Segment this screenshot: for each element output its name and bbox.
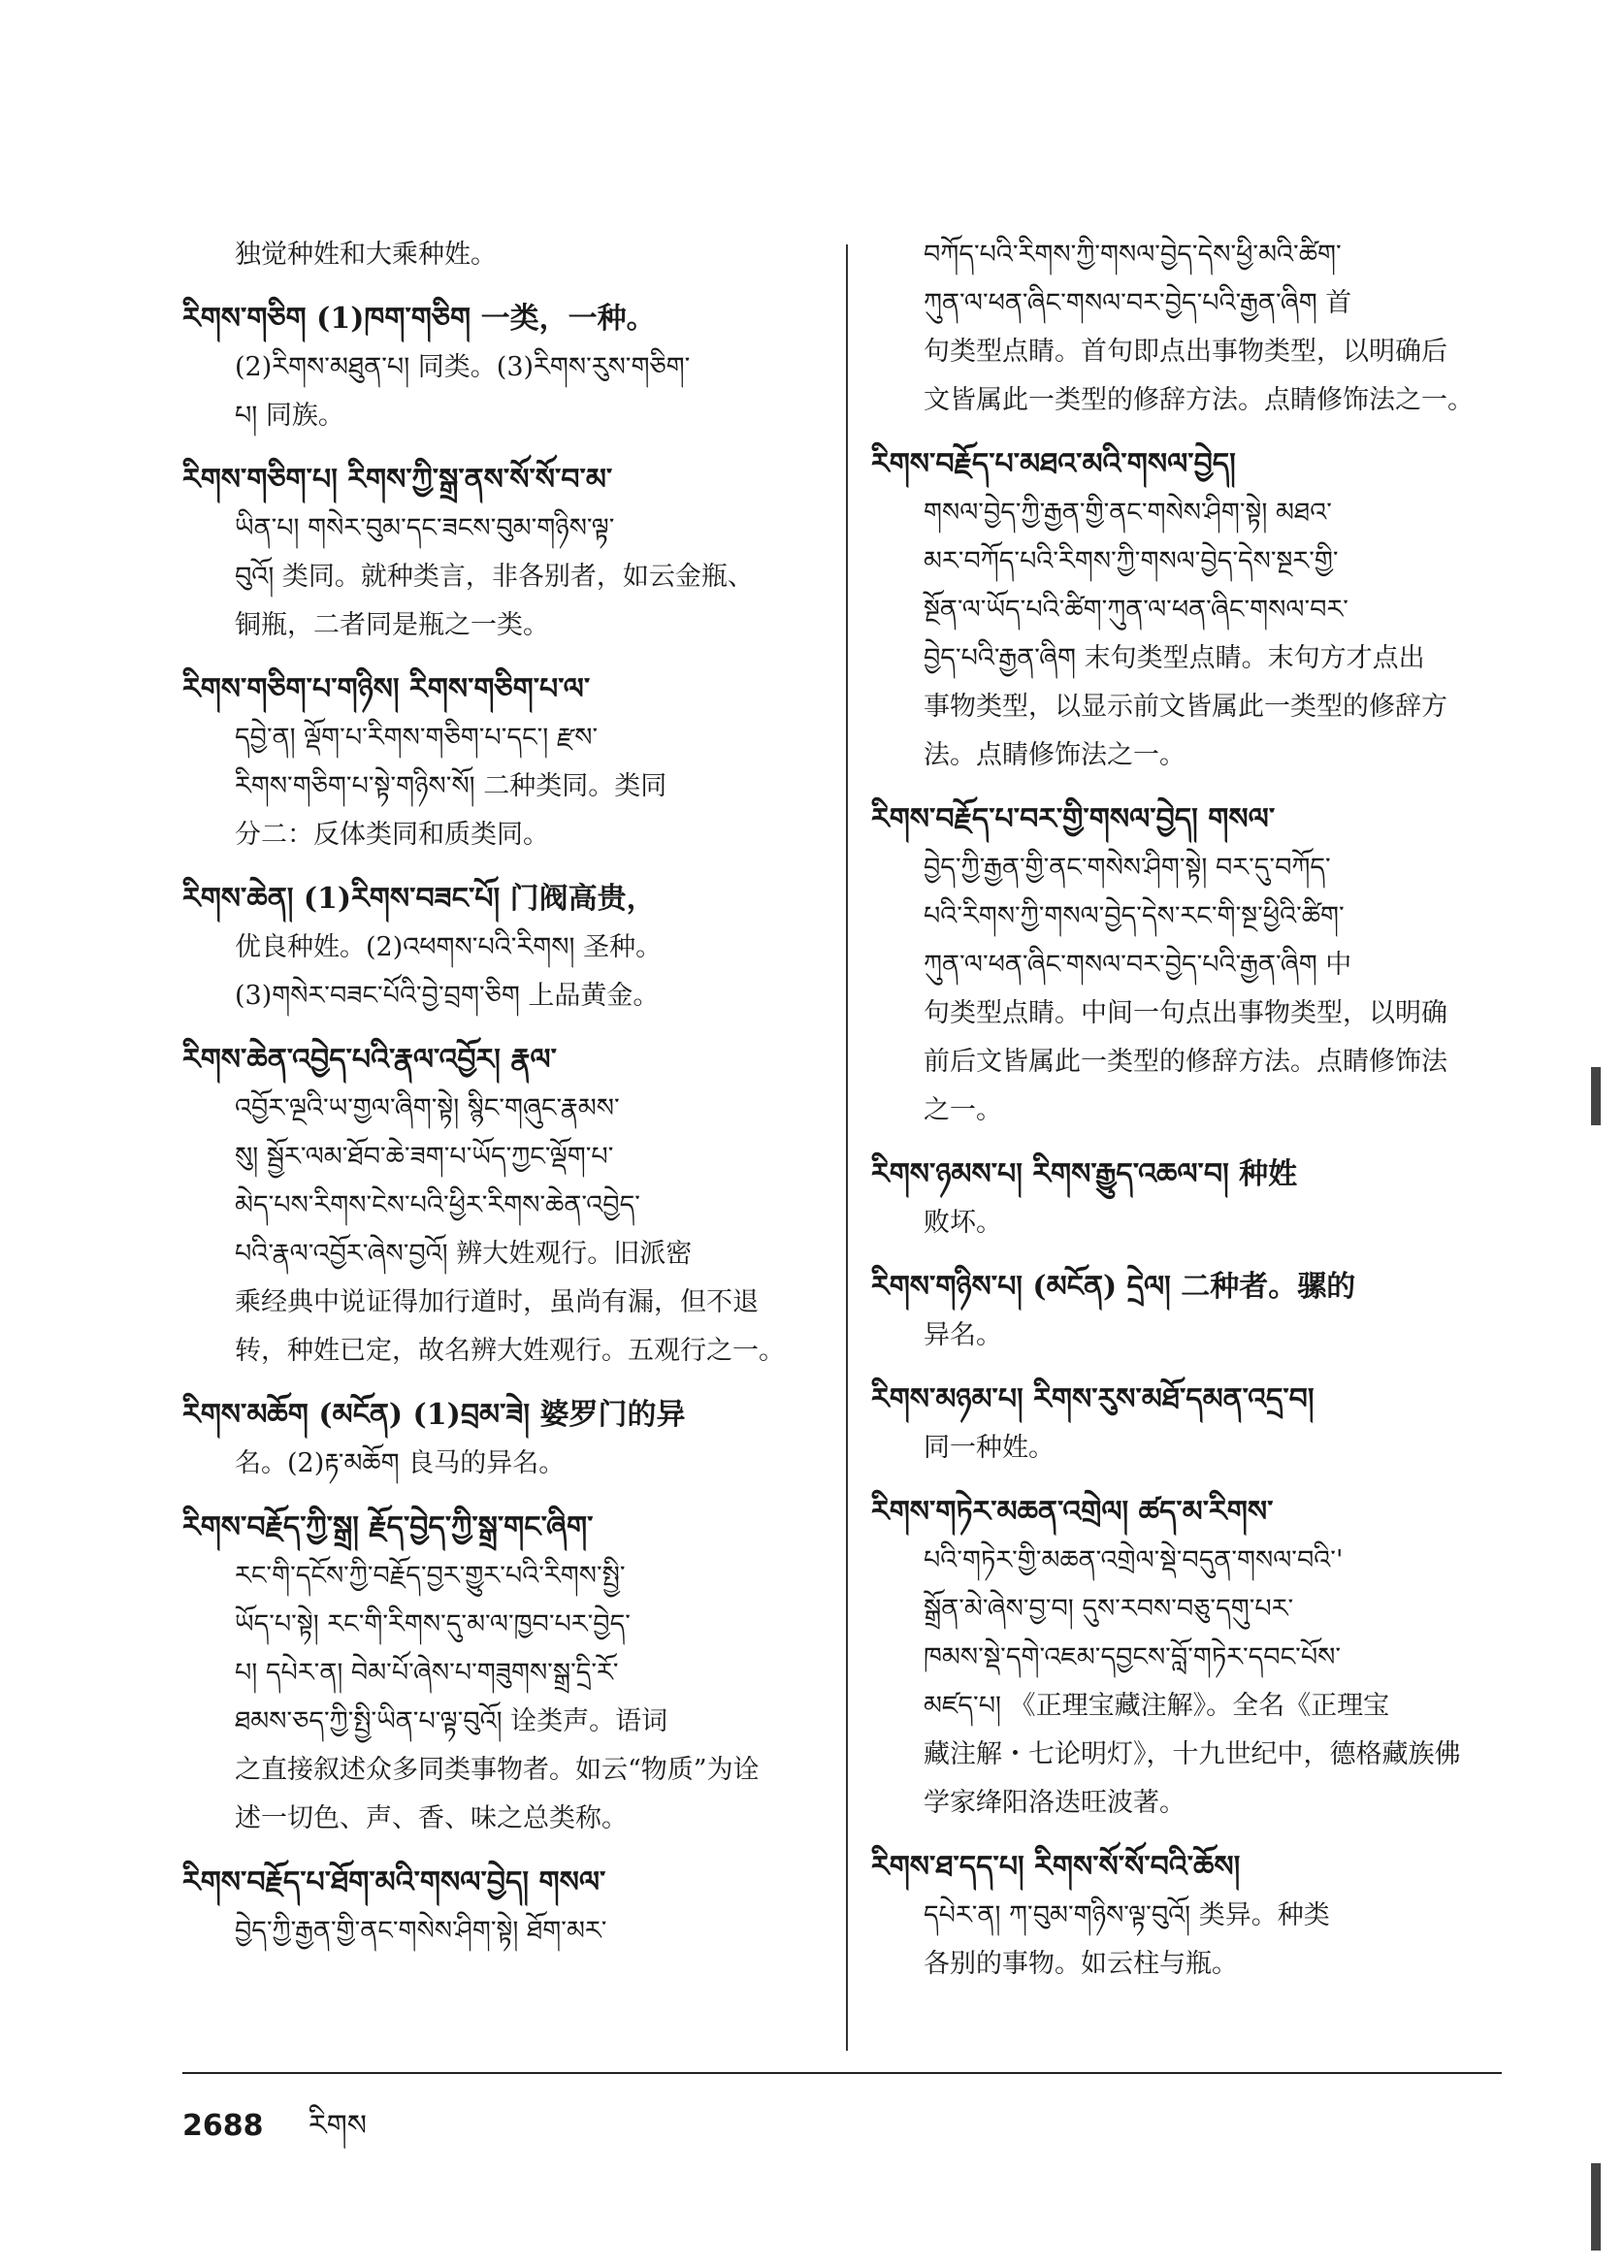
entry-text-line: བུའོ། 类同。就种类言，非各别者，如云金瓶、	[235, 562, 754, 592]
entry-headword-line: རིགས་གཉིས་པ། (མངོན) དྲེལ། 二种者。骡的	[871, 1270, 1356, 1304]
entry-text-line: 名。(2)རྟ་མཆོག 良马的异名。	[235, 1448, 566, 1478]
dictionary-entry	[182, 665, 852, 859]
right-column	[871, 231, 1541, 2004]
entry-text-line: 分二：反体类同和质类同。	[235, 820, 549, 850]
entry-text-line: ཐམས་ཅད་ཀྱི་སྤྱི་ཡིན་པ་ལྟ་བུའོ། 诠类声。语词	[235, 1706, 668, 1736]
entry-text-line: སྔོན་ལ་ཡོད་པའི་ཚིག་ཀུན་ལ་ཕན་ཞིང་གསལ་བར་	[924, 595, 1348, 625]
entry-text-line: 句类型点睛。中间一句点出事物类型，以明确	[924, 998, 1447, 1028]
entry-text-line: 转，种姓已定，故名辨大姓观行。五观行之一。	[235, 1336, 785, 1366]
entry-headword-line: རིགས་གཅིག (1)ཁག་གཅིག 一类，一种。	[182, 302, 656, 336]
entry-text-line: མཛད་པ། 《正理宝藏注解》。全名《正理宝	[924, 1691, 1390, 1721]
entry-headword-line: རིགས་གཅིག་པ་གཉིས། རིགས་གཅིག་པ་ལ་	[182, 672, 591, 706]
entry-headword-line: རིགས་བརྗོད་པ་བར་གྱི་གསལ་བྱེད། གསལ་	[871, 802, 1276, 836]
dictionary-entry	[871, 1263, 1541, 1360]
entry-text-line: 文皆属此一类型的修辞方法。点睛修饰法之一。	[924, 385, 1474, 415]
entry-headword-line: རིགས་ཐ་དད་པ། རིགས་སོ་སོ་བའི་ཆོས།	[871, 1850, 1241, 1884]
entry-text-line: 之一。	[924, 1095, 1002, 1125]
entry-text-line: ཁམས་སྡེ་དགེ་འཇམ་དབྱངས་བློ་གཏེར་དབང་པོས་	[924, 1642, 1342, 1672]
dictionary-entry	[182, 456, 852, 650]
dictionary-entry	[871, 795, 1541, 1135]
entry-text-line: རིགས་གཅིག་པ་སྟེ་གཉིས་སོ། 二种类同。类同	[235, 771, 667, 801]
entry-text-line: པའི་རྣལ་འབྱོར་ཞེས་བྱའོ། 辨大姓观行。旧派密	[235, 1239, 693, 1269]
dictionary-entry	[182, 1859, 852, 1956]
entry-text-line: དཔེར་ན། ཀ་བུམ་གཉིས་ལྟ་བུའོ། 类异。种类	[924, 1900, 1330, 1930]
margin-mark	[1591, 1067, 1601, 1125]
entry-text-line: བྱེད་པའི་རྒྱན་ཞིག 末句类型点睛。末句方才点出	[924, 643, 1425, 673]
entry-text-line: 之直接叙述众多同类事物者。如云“物质”为诠	[235, 1755, 760, 1785]
dictionary-entry	[871, 440, 1541, 780]
dictionary-entry	[182, 1036, 852, 1376]
entry-text-line: 法。点睛修饰法之一。	[924, 740, 1186, 770]
entry-text-line: 事物类型，以显示前文皆属此一类型的修辞方	[924, 692, 1447, 722]
entry-headword-line: རིགས་ཆེན། (1)རིགས་བཟང་པོ། 门阀高贵，	[182, 882, 656, 916]
entry-text-line: 独觉种姓和大乘种姓。	[235, 240, 497, 270]
entry-text-line: མེད་པས་རིགས་ངེས་པའི་ཕྱིར་རིགས་ཆེན་འབྱེད་	[235, 1190, 640, 1220]
entry-headword-line: རིགས་གཏེར་མཆན་འགྲེལ། ཚད་མ་རིགས་	[871, 1495, 1274, 1529]
entry-text-line: པའི་རིགས་ཀྱི་གསལ་བྱེད་དེས་རང་གི་སྔ་ཕྱིའི་ཚིག་	[924, 901, 1345, 931]
entry-text-line: 异名。	[924, 1320, 1002, 1350]
running-header-word: རིགས	[308, 2109, 368, 2143]
dictionary-entry	[182, 1391, 852, 1488]
entry-text-line: 同一种姓。	[924, 1433, 1055, 1463]
entry-headword-line: རིགས་ཆེན་འབྱེད་པའི་རྣལ་འབྱོར། རྣལ་	[182, 1043, 557, 1077]
dictionary-entry	[871, 1150, 1541, 1247]
margin-mark	[1591, 2163, 1601, 2251]
entry-text-line: དབྱེ་ན། ལྡོག་པ་རིགས་གཅིག་པ་དང་། རྫས་	[235, 723, 599, 753]
page-number: 2688	[182, 2109, 264, 2143]
entry-headword-line: རིགས་མཉམ་པ། རིགས་རུས་མཐོ་དམན་འདྲ་བ།	[871, 1382, 1315, 1416]
column-divider	[846, 244, 848, 2051]
entry-text-line: སུ། སྦྱོར་ལམ་ཐོབ་ཆེ་ཟག་པ་ཡོད་ཀྱང་ལྡོག་པ་	[235, 1142, 614, 1172]
dictionary-entry	[871, 1488, 1541, 1828]
entry-text-line: 前后文皆属此一类型的修辞方法。点睛修饰法	[924, 1047, 1447, 1077]
entry-text-line: 优良种姓。(2)འཕགས་པའི་རིགས། 圣种。	[235, 932, 663, 962]
entry-text-line: ཡོད་པ་སྟེ། རང་གི་རིགས་དུ་མ་ལ་ཁྱབ་པར་བྱེད་	[235, 1609, 631, 1639]
footer-rule	[182, 2072, 1502, 2074]
entry-text-line: མར་བཀོད་པའི་རིགས་ཀྱི་གསལ་བྱེད་དེས་སྔར་གྱི་	[924, 546, 1339, 576]
entry-headword-line: རིགས་གཅིག་པ། རིགས་ཀྱི་སྒྲ་ནས་སོ་སོ་བ་མ་	[182, 463, 613, 497]
entry-text-line: 各别的事物。如云柱与瓶。	[924, 1949, 1238, 1979]
entry-text-line: 乘经典中说证得加行道时，虽尚有漏，但不退	[235, 1287, 759, 1317]
entry-headword-line: རིགས་བརྗོད་ཀྱི་སྒྲ། རྗོད་བྱེད་ཀྱི་སྒྲ་གང་ཞིག་	[182, 1510, 594, 1544]
entry-text-line: 铜瓶，二者同是瓶之一类。	[235, 610, 549, 640]
entry-text-line: 藏注解・七论明灯》，十九世纪中，德格藏族佛	[924, 1739, 1461, 1769]
entry-text-line: (2)རིགས་མཐུན་པ། 同类。(3)རིགས་རུས་གཅིག་	[235, 352, 691, 382]
entry-text-line: 学家绛阳洛迭旺波著。	[924, 1788, 1186, 1818]
dictionary-entry	[182, 231, 852, 279]
entry-text-line: སྒྲོན་མེ་ཞེས་བྱ་བ། དུས་རབས་བཅུ་དགུ་པར་	[924, 1594, 1294, 1624]
entry-text-line: (3)གསེར་བཟང་པོའི་བྱེ་བྲག་ཅིག 上品黄金。	[235, 981, 660, 1011]
entry-text-line: རང་གི་དངོས་ཀྱི་བརྗོད་བྱར་གྱུར་པའི་རིགས་སྤྱི་	[235, 1561, 626, 1591]
entry-text-line: བྱེད་ཀྱི་རྒྱན་གྱི་ནང་གསེས་ཤིག་སྟེ། བར་དུ་བཀོད་	[924, 853, 1331, 883]
left-column	[182, 231, 852, 1971]
dictionary-entry	[182, 875, 852, 1021]
dictionary-entry	[182, 1504, 852, 1843]
entry-headword-line: རིགས་བརྗོད་པ་མཐའ་མའི་གསལ་བྱེད།	[871, 447, 1236, 481]
entry-text-line: པ། དཔེར་ན། བེམ་པོ་ཞེས་པ་གཟུགས་སྒྲ་དྲི་རོ་	[235, 1658, 619, 1688]
dictionary-entry	[182, 295, 852, 440]
entry-text-line: གསལ་བྱེད་ཀྱི་རྒྱན་གྱི་ནང་གསེས་ཤིག་སྟེ། མཐའ་	[924, 498, 1332, 528]
entry-headword-line: རིགས་མཆོག (མངོན) (1)བྲམ་ཟེ། 婆罗门的异	[182, 1398, 686, 1432]
entry-text-line: བཀོད་པའི་རིགས་ཀྱི་གསལ་བྱེད་དེས་ཕྱི་མའི་ཚིག་	[924, 240, 1342, 270]
entry-text-line: པའི་གཏེར་གྱི་མཆན་འགྲེལ་སྡེ་བདུན་གསལ་བའི་'	[924, 1545, 1344, 1575]
entry-text-line: བྱེད་ཀྱི་རྒྱན་གྱི་ནང་གསེས་ཤིག་སྟེ། ཐོག་མར་	[235, 1916, 607, 1946]
entry-headword-line: རིགས་ཉམས་པ། རིགས་རྒྱུད་འཆལ་བ། 种姓	[871, 1157, 1298, 1191]
dictionary-entry	[871, 1376, 1541, 1473]
entry-text-line: 败坏。	[924, 1208, 1002, 1238]
entry-text-line: ཀུན་ལ་ཕན་ཞིང་གསལ་བར་བྱེད་པའི་རྒྱན་ཞིག 中	[924, 950, 1352, 980]
entry-text-line: 句类型点睛。首句即点出事物类型，以明确后	[924, 337, 1447, 367]
entry-text-line: 述一切色、声、香、味之总类称。	[235, 1803, 628, 1833]
page-footer	[182, 2093, 367, 2175]
entry-text-line: འབྱོར་ལྔའི་ཡ་གྱལ་ཞིག་སྟེ། སྙིང་གཞུང་རྣམས་	[235, 1093, 620, 1123]
dictionary-entry	[871, 231, 1541, 425]
dictionary-entry	[871, 1843, 1541, 1989]
entry-text-line: པ། 同族。	[235, 401, 344, 431]
entry-text-line: ཡིན་པ། གསེར་བུམ་དང་ཟངས་བུམ་གཉིས་ལྟ་	[235, 513, 615, 543]
entry-headword-line: རིགས་བརྗོད་པ་ཐོག་མའི་གསལ་བྱེད། གསལ་	[182, 1865, 606, 1899]
entry-text-line: ཀུན་ལ་ཕན་ཞིང་གསལ་བར་བྱེད་པའི་རྒྱན་ཞིག 首	[924, 288, 1352, 318]
